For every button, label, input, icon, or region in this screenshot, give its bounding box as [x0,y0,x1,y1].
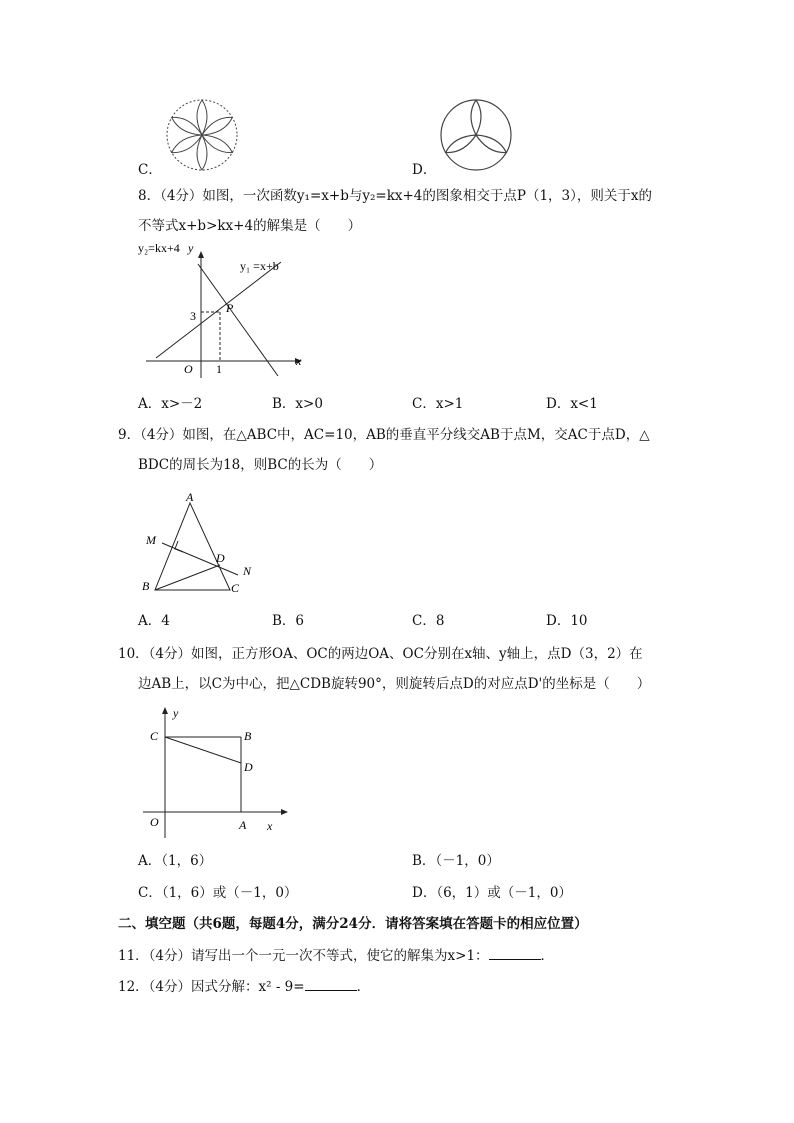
label-c: C [231,581,240,595]
section-heading: 二、填空题（共6题，每题4分，满分24分．请将答案填在答题卡的相应位置） [118,916,588,932]
label-a: A [186,490,194,504]
q10-stem-line1: 10．（4分）如图，正方形OA、OC的两边OA、OC分别在x轴、y轴上，点D（3，2）在 [118,646,643,662]
q9-option-c[interactable]: C．8 [412,613,445,629]
label-y2: y₂=kx+4 [138,241,180,255]
q11-answer-blank[interactable] [489,945,541,960]
q9-stem-line1: 9．（4分）如图，在△ABC中，AC=10，AB的垂直平分线交AB于点M，交AC于点D，△ [118,427,650,443]
q8-stem-line2: 不等式x+b>kx+4的解集是（ ） [138,218,362,234]
q9-option-b[interactable]: B．6 [272,613,305,629]
q10-option-c[interactable]: C．（1，6）或（－1，0） [138,885,298,901]
q9-option-d[interactable]: D．10 [546,613,588,629]
label-n: N [243,564,252,578]
q8-stem-line1: 8．（4分）如图，一次函数y₁=x+b与y₂=kx+4的图象相交于点P（1，3），则关于x的 [138,188,653,204]
label-o: O [184,362,193,376]
q10-option-d[interactable]: D．（6，1）或（－1，0） [412,885,572,901]
label-o: O [150,815,159,829]
q8-option-b[interactable]: B．x>0 [272,396,323,412]
q10-square-figure [140,700,290,844]
label-x-axis: x [267,819,273,833]
label-y1: y₁ =x+b [240,259,279,273]
label-1: 1 [216,362,222,376]
q12-text: 12．（4分）因式分解：x² - 9= [118,979,305,995]
label-d: D [244,760,253,774]
label-y-axis: y [188,241,194,255]
label-b: B [142,579,150,593]
q12-end: ． [356,979,371,995]
q12-answer-blank[interactable] [305,976,357,991]
label-p: P [226,301,234,315]
label-d: D [216,551,225,565]
q8-option-c[interactable]: C．x>1 [412,396,464,412]
q10-stem-line2: 边AB上，以C为中心，把△CDB旋转90°，则旋转后点D的对应点D'的坐标是（ ） [138,676,651,692]
label-m: M [146,533,156,547]
label-a: A [239,818,247,832]
three-petal-circle-figure [438,97,514,173]
q12-line [118,976,370,997]
label-c: C [150,729,159,743]
q11-end: ． [540,948,555,964]
q9-triangle-figure [140,486,270,605]
q11-text: 11．（4分）请写出一个一元一次不等式，使它的解集为x>1： [118,948,489,964]
flower-six-petal-figure [164,97,240,173]
q8-option-d[interactable]: D．x<1 [546,396,598,412]
q8-option-a[interactable]: A．x>－2 [138,396,203,412]
q7-figure-d [438,97,514,177]
label-b: B [244,729,252,743]
q9-stem-line2: BDC的周长为18，则BC的长为（ ） [138,457,383,473]
q10-option-a[interactable]: A．（1，6） [138,853,213,869]
q7-option-c[interactable]: C． [138,162,162,178]
label-3: 3 [190,309,196,323]
q9-option-a[interactable]: A．4 [138,613,170,629]
label-y-axis: y [173,706,179,720]
label-x-axis: x [296,354,302,368]
q7-figure-c [164,97,240,177]
q7-option-d[interactable]: D． [412,162,437,178]
q8-graph [136,240,316,384]
q11-line [118,945,554,966]
q10-option-b[interactable]: B．（－1，0） [412,853,500,869]
